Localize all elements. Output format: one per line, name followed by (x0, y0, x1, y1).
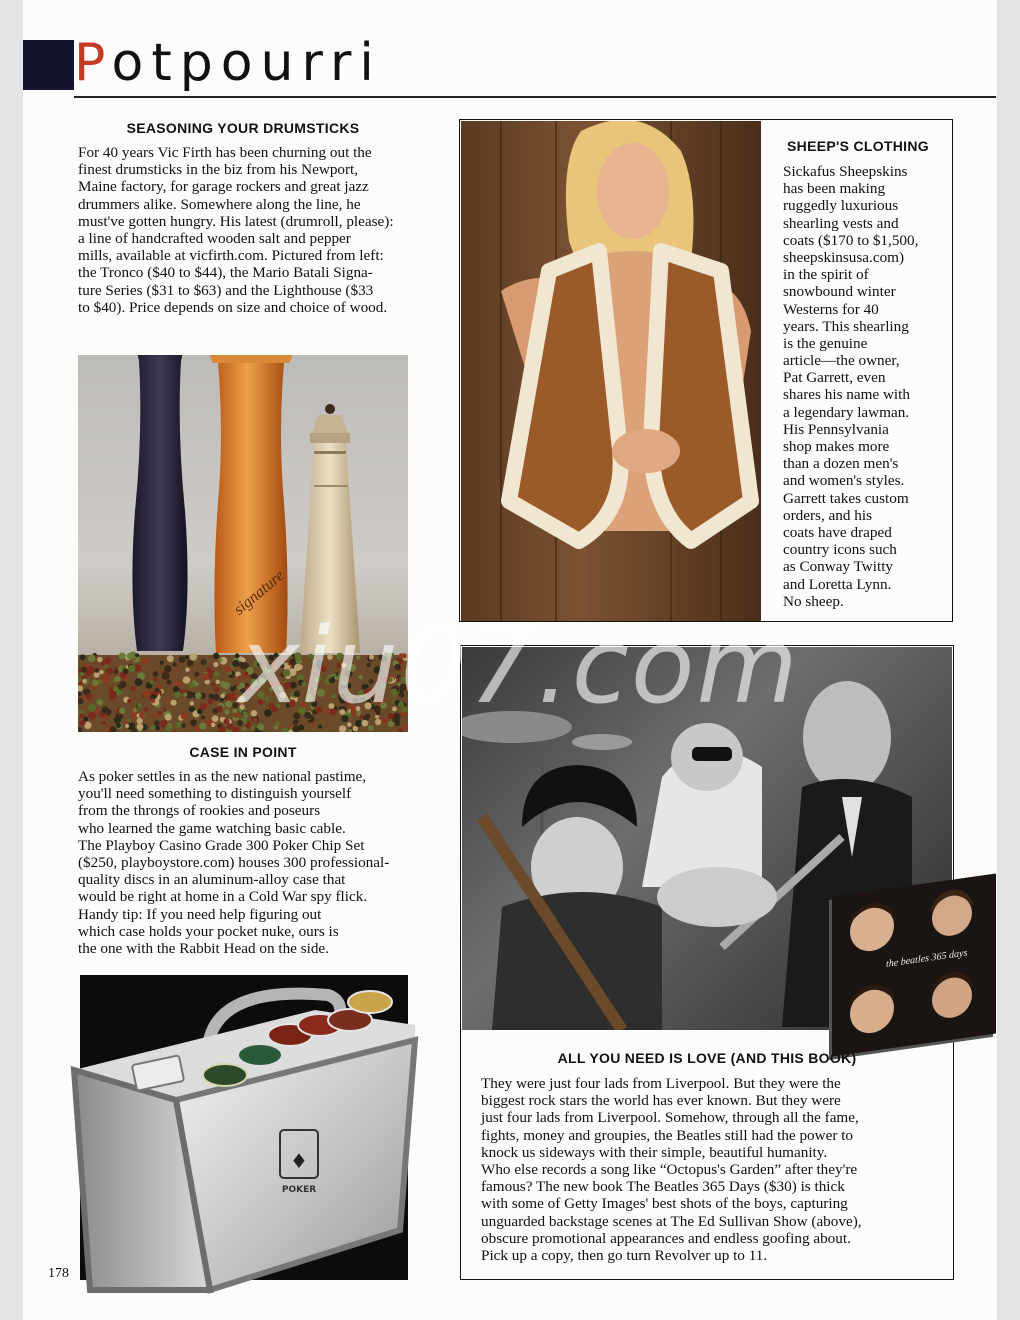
beatles-line: famous? The new book The Beatles 365 Days ($30) is thick (481, 1178, 845, 1196)
beatles-line: unguarded backstage scenes at The Ed Sullivan Show (above), (481, 1212, 862, 1230)
sheep-line: country icons such (783, 541, 897, 559)
case-line: the one with the Rabbit Head on the side. (78, 939, 329, 957)
case-line: The Playboy Casino Grade 300 Poker Chip Set (78, 836, 365, 854)
drumsticks-line: finest drumsticks in the biz from his Newport, (78, 161, 359, 179)
case-body (78, 768, 408, 957)
sheep-line: shares his name with (783, 386, 910, 404)
poker-case-photo (80, 975, 408, 1280)
drumsticks-line: the Tronco ($40 to $44), the Mario Batali Signa- (78, 264, 373, 282)
case-line: quality discs in an aluminum-alloy case that (78, 871, 346, 889)
sheep-line: Sickafus Sheepskins (783, 163, 908, 180)
beatles-line: Pick up a copy, then go turn Revolver up to 11. (481, 1246, 768, 1264)
sheep-line: Garrett takes custom (783, 489, 909, 507)
sheep-line: than a dozen men's (783, 455, 899, 473)
drumsticks-body (78, 144, 408, 316)
beatles-line: with some of Getty Images' best shots of the boys, capturing (481, 1195, 848, 1213)
page-number: 178 (48, 1266, 69, 1281)
sheep-body (783, 163, 951, 610)
beatles-line: Who else records a song like “Octopus's Garden” after they're (481, 1160, 858, 1178)
case-line: who learned the game watching basic cable. (78, 819, 346, 837)
sheep-line: orders, and his (783, 506, 872, 524)
drumsticks-heading: SEASONING YOUR DRUMSTICKS (126, 120, 360, 136)
drumsticks-line: a line of handcrafted wooden salt and pepper (78, 229, 351, 247)
beatles-line: just four lads from Liverpool. Somehow, through all the fame, (481, 1109, 859, 1127)
drumsticks-line: drummers alike. Somewhere along the line, he (78, 195, 361, 213)
case-line: ($250, playboystore.com) houses 300 professional- (78, 853, 390, 871)
beatles-line: They were just four lads from Liverpool. But they were the (481, 1075, 841, 1092)
sheep-line: snowbound winter (783, 283, 896, 301)
poker-case-label: POKER (281, 1185, 317, 1195)
svg-text:♦: ♦ (290, 1149, 308, 1173)
page-title (74, 30, 382, 96)
sheep-line: has been making (783, 180, 886, 198)
case-line: As poker settles in as the new national pastime, (78, 768, 367, 785)
shearling-vest-illustration (461, 121, 761, 621)
case-heading: CASE IN POINT (189, 744, 297, 760)
drumsticks-line: Maine factory, for garage rockers and great jazz (78, 178, 369, 196)
watermark: xiu07.com (238, 605, 800, 727)
sheep-line: article—the owner, (783, 352, 900, 370)
poker-case-illustration (70, 970, 430, 1305)
beatles-body (481, 1075, 941, 1264)
page-title-initial: P (74, 33, 112, 93)
sheep-line: and women's styles. (783, 472, 905, 490)
sheep-heading: SHEEP'S CLOTHING (787, 138, 929, 154)
sheep-line: shop makes more (783, 438, 890, 455)
sheep-line: a legendary lawman. (783, 403, 910, 421)
sheep-line: shearling vests and (783, 214, 899, 232)
case-line: which case holds your pocket nuke, ours is (78, 922, 339, 940)
case-line: you'll need something to distinguish yourself (78, 785, 352, 803)
sheep-line: as Conway Twitty (783, 558, 894, 576)
beatles-line: knock us sideways with their simple, beautiful humanity. (481, 1143, 828, 1161)
header-rule (74, 96, 996, 98)
beatles-line: fights, money and groupies, the Beatles still had the power to (481, 1126, 854, 1144)
drumsticks-line: must've gotten hungry. His latest (drumroll, please): (78, 212, 394, 230)
sheep-line: ruggedly luxurious (783, 197, 899, 215)
case-line: would be right at home in a Cold War spy flick. (78, 888, 368, 906)
drumsticks-line: mills, available at vicfirth.com. Pictured from left: (78, 247, 384, 265)
header-color-block (23, 40, 74, 90)
beatles-line: biggest rock stars the world has ever known. But they were (481, 1092, 841, 1110)
sheep-line: in the spirit of (783, 266, 869, 284)
sheep-line: His Pennsylvania (783, 420, 889, 438)
beatles-heading: ALL YOU NEED IS LOVE (AND THIS BOOK) (557, 1050, 857, 1066)
page-title-rest: otpourri (111, 33, 382, 93)
case-line: Handy tip: If you need help figuring out (78, 905, 322, 923)
sheep-line: coats ($170 to $1,500, (783, 231, 919, 249)
sheep-line: sheepskinsusa.com) (783, 248, 905, 266)
case-line: from the throngs of rookies and poseurs (78, 802, 321, 820)
svg-text:signature: signature (230, 567, 288, 619)
sheep-line: Pat Garrett, even (783, 369, 886, 387)
book-cover-title: the beatles 365 days (886, 947, 968, 970)
drumsticks-line: ture Series ($31 to $63) and the Lighthouse ($33 (78, 281, 374, 299)
sheep-line: is the genuine (783, 334, 868, 352)
drumsticks-line: to $40). Price depends on size and choice of wood. (78, 298, 388, 316)
sheep-line: and Loretta Lynn. (783, 575, 892, 593)
sheep-line: No sheep. (783, 592, 844, 610)
shearling-vest-photo (461, 121, 761, 621)
sheep-line: Westerns for 40 (783, 300, 879, 318)
sheep-line: years. This shearling (783, 317, 909, 335)
beatles-book-cover (832, 873, 996, 1056)
drumsticks-line: For 40 years Vic Firth has been churning out the (78, 144, 372, 161)
sheep-line: coats have draped (783, 523, 892, 541)
beatles-line: obscure promotional appearances and endless goofing about. (481, 1229, 851, 1247)
